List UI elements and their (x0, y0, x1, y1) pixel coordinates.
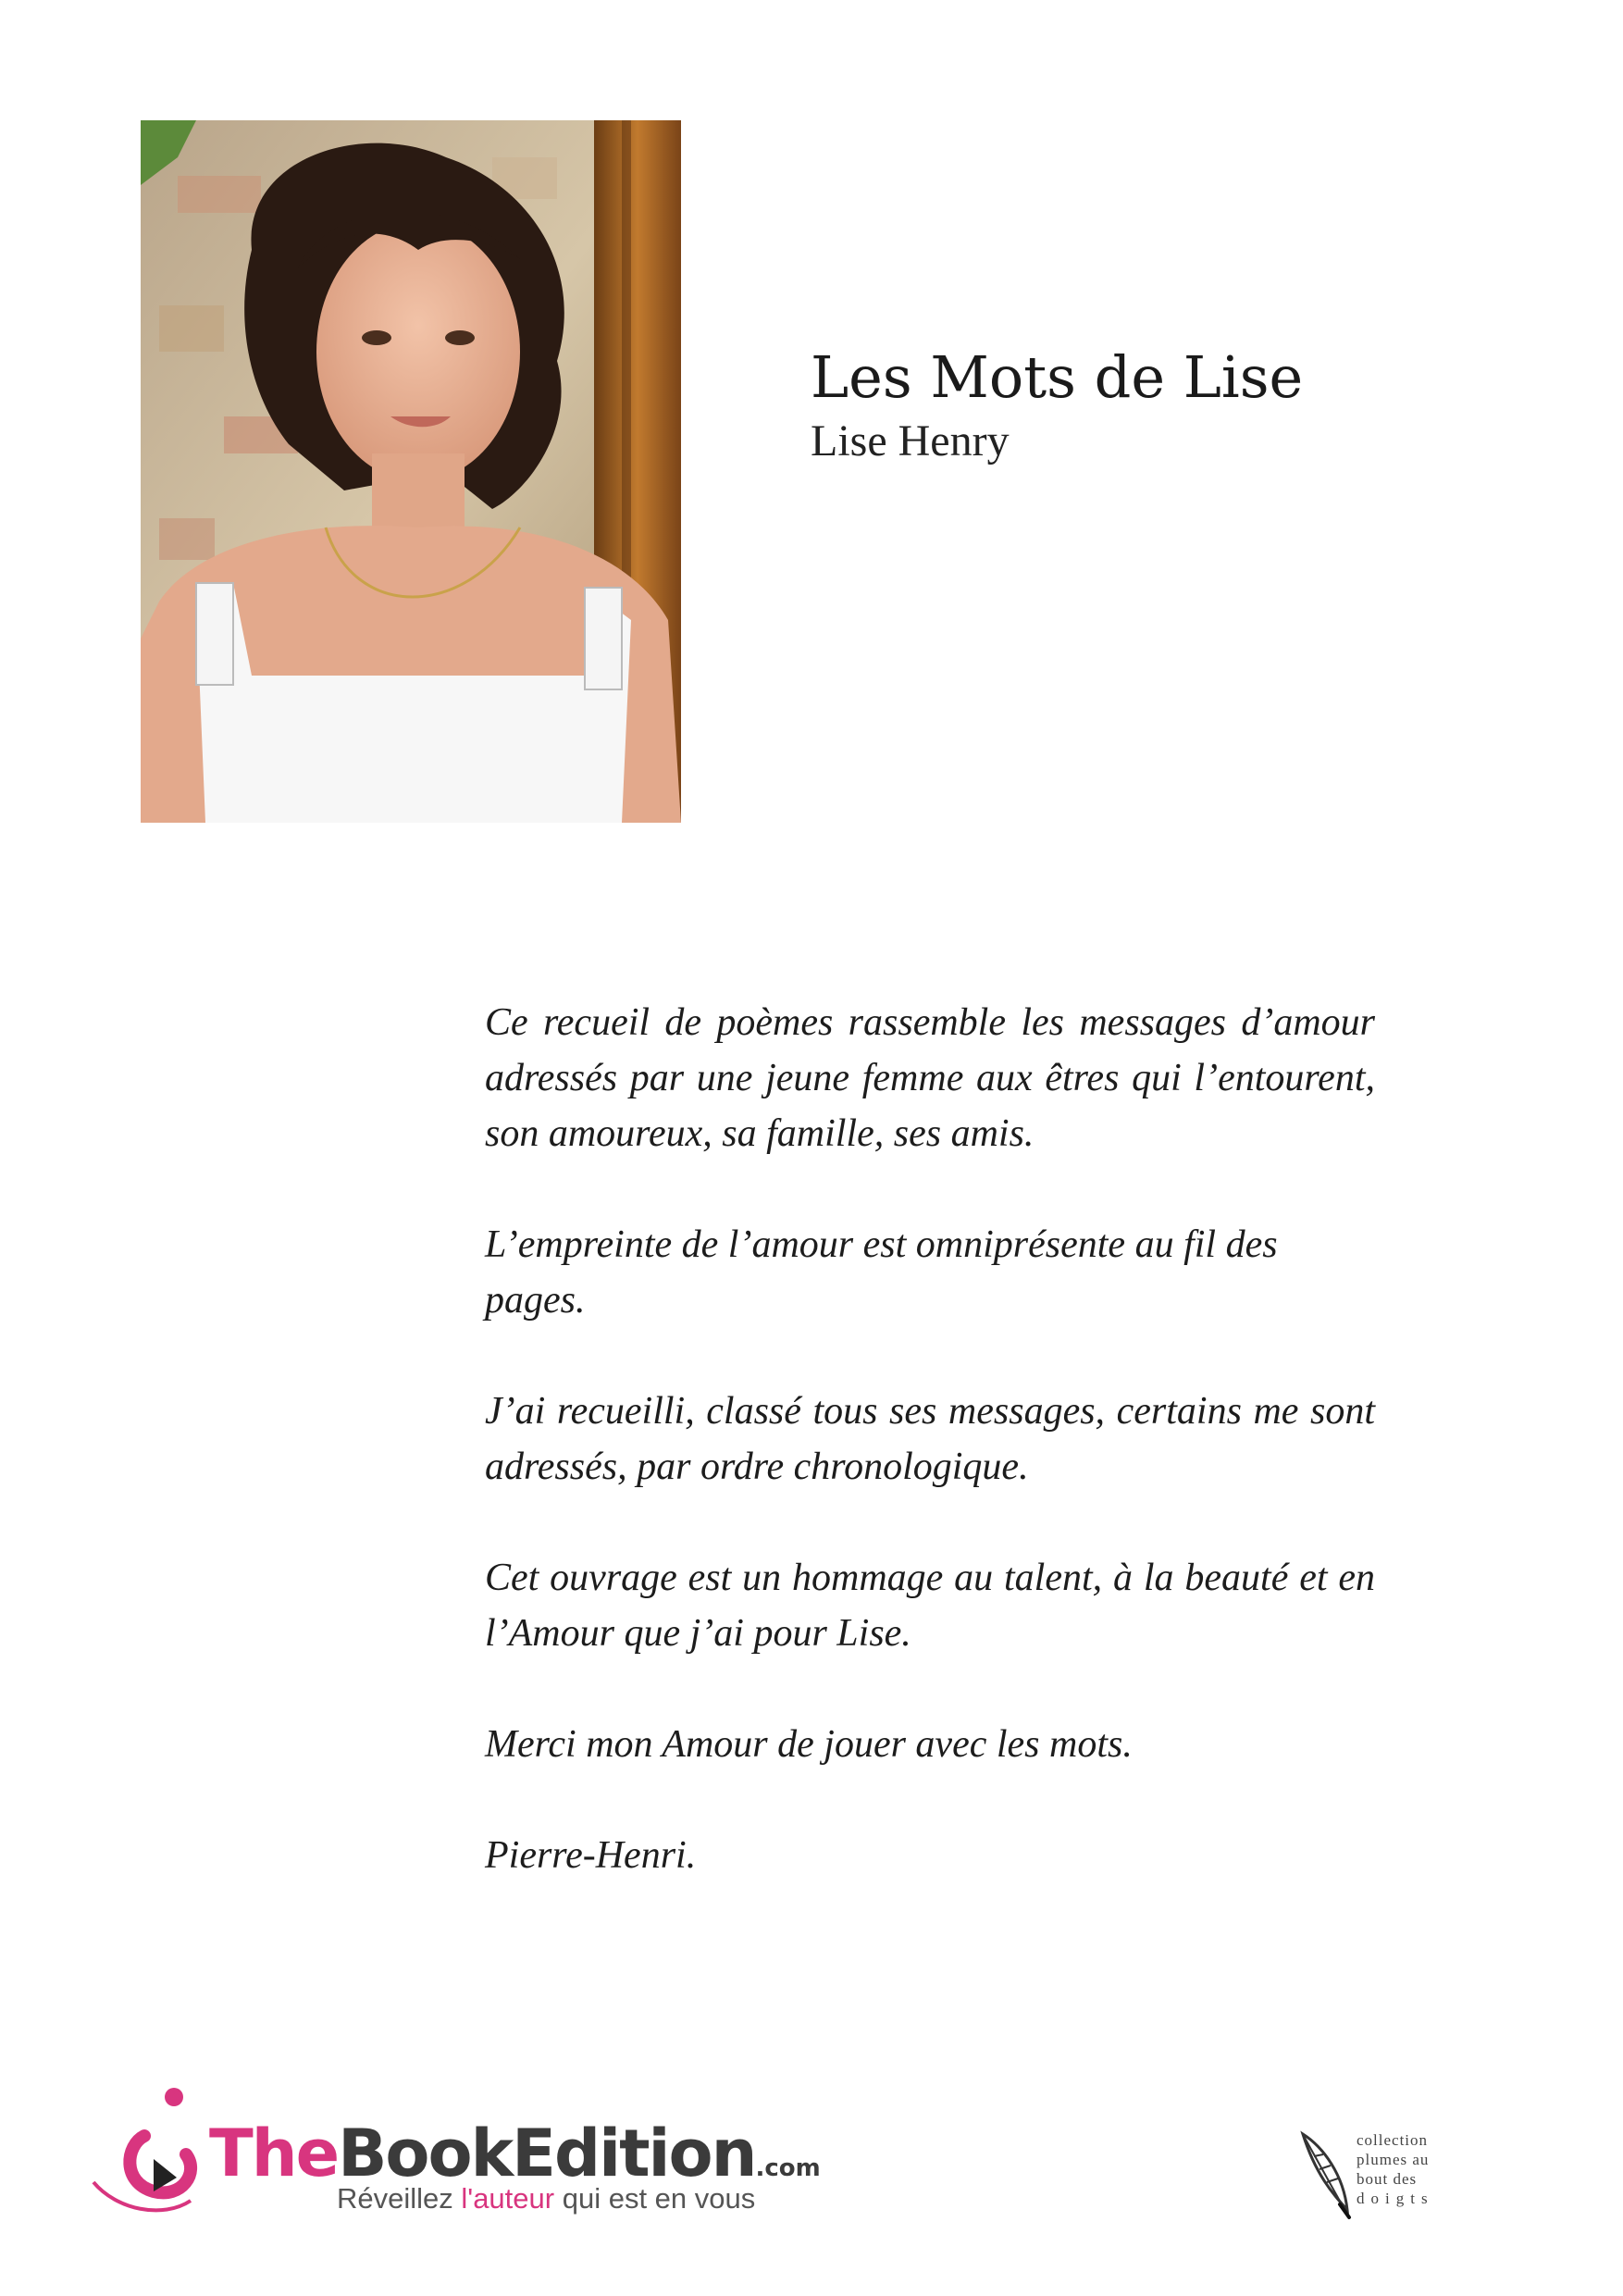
person-swirl-icon (89, 2080, 209, 2219)
publisher-tagline: Réveillez l'auteur qui est en vous (337, 2182, 756, 2215)
book-title: Les Mots de Lise (811, 343, 1304, 411)
blurb-paragraph-1: Ce recueil de poèmes rassemble les messages d’amour adressés par une jeune femme aux êtres qui l’entourent, son amoureux, sa famille, ses amis. (485, 1001, 1375, 1155)
blurb-signature: Pierre-Henri. (485, 1834, 697, 1877)
back-cover-blurb (485, 995, 1375, 1939)
collection-logo (1295, 2128, 1462, 2221)
blurb-paragraph-5: Merci mon Amour de jouer avec les mots. (485, 1723, 1133, 1766)
title-block (811, 344, 1303, 466)
blurb-paragraph-3: J’ai recueilli, classé tous ses messages, certains me sont adressés, par ordre chronologique. (485, 1390, 1375, 1488)
blurb-paragraph-2: L’empreinte de l’amour est omniprésente au fil des pages. (485, 1223, 1278, 1322)
book-author: Lise Henry (811, 416, 1010, 466)
feather-quill-icon (1295, 2128, 1355, 2221)
publisher-logo (89, 2080, 829, 2219)
author-photo (141, 120, 681, 823)
publisher-name: TheBookEdition.com (209, 2116, 821, 2191)
blurb-paragraph-4: Cet ouvrage est un hommage au talent, à la beauté et en l’Amour que j’ai pour Lise. (485, 1557, 1375, 1655)
collection-name: collection plumes au bout des doigts (1357, 2131, 1434, 2207)
